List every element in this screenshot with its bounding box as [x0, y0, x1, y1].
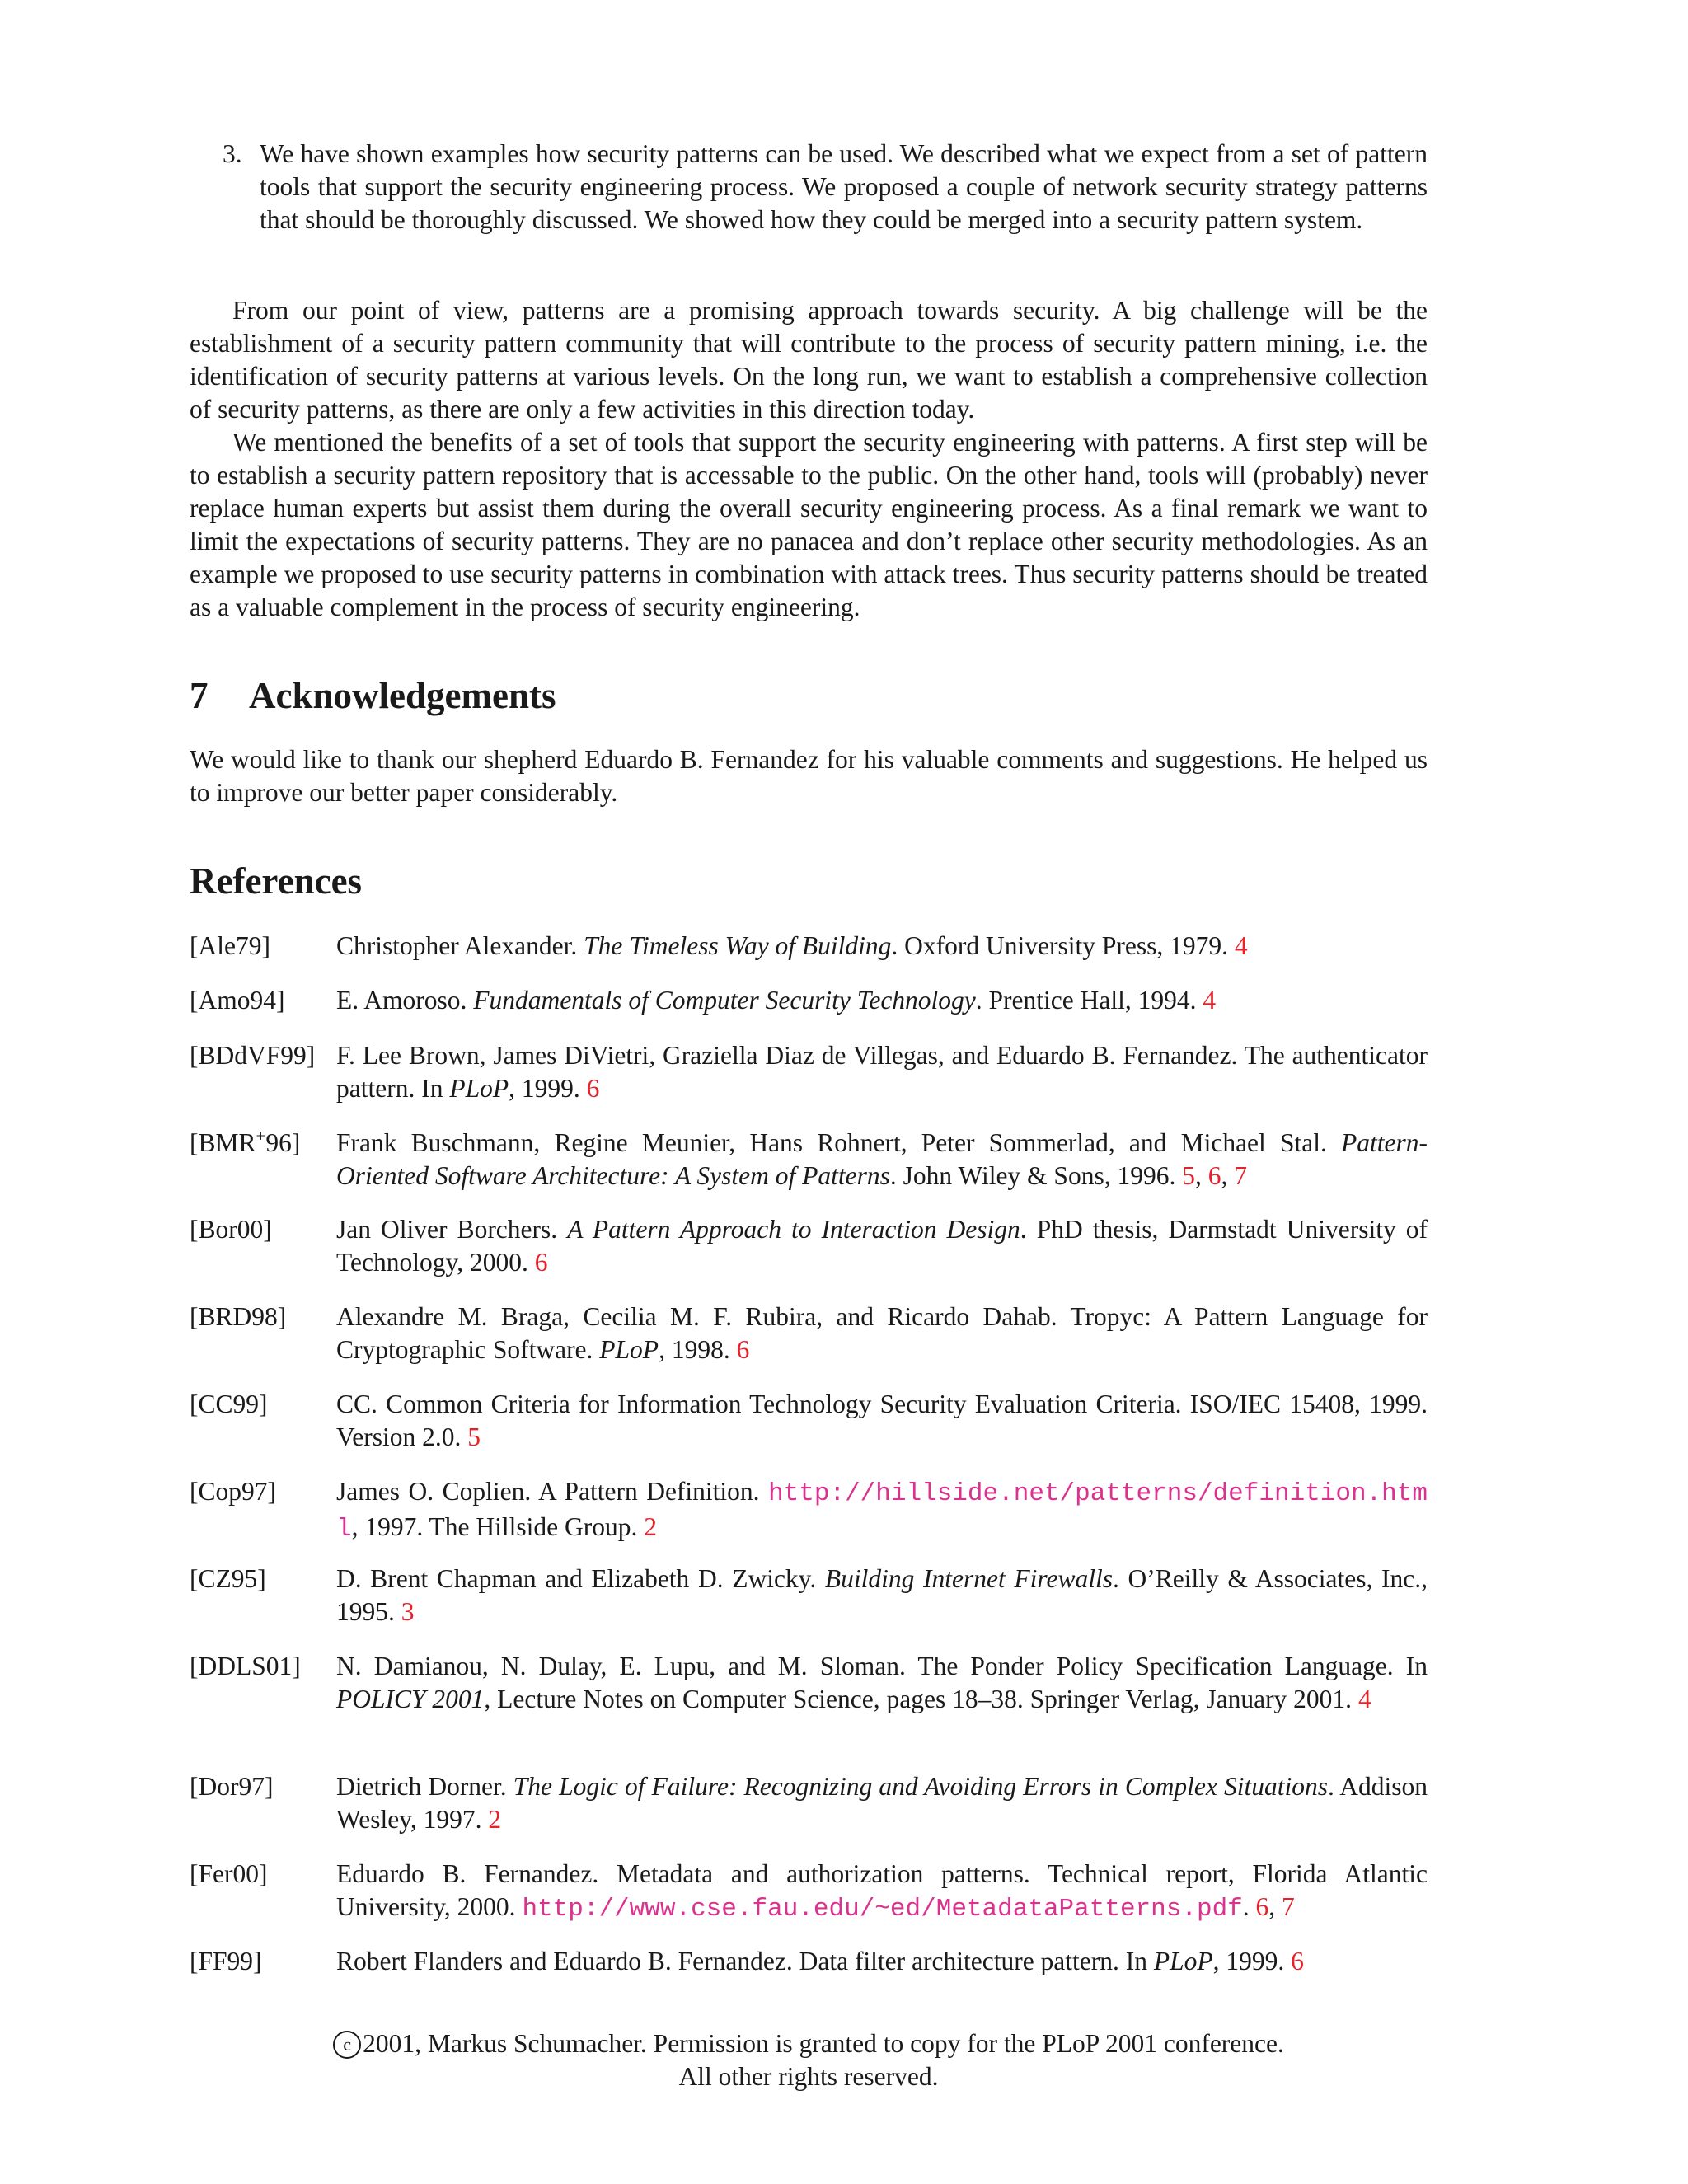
ref-key: [BMR+96]: [190, 1126, 301, 1157]
ref-key: [Amo94]: [190, 986, 285, 1015]
ref-key: [CZ95]: [190, 1564, 266, 1593]
ref-key: [BRD98]: [190, 1302, 287, 1331]
section-heading-acknowledgements: [190, 674, 556, 717]
list-number: 3.: [223, 139, 242, 168]
paragraph-2: We mentioned the benefits of a set of tools that support the security engineering with patterns. A first step will be to establish a security pattern repository that is accessable to the public. On the other hand, tools will (probably) never replace human experts but assist them during the overall security engineering process. As a final remark we want to limit the expectations of security patterns. They are no panacea and don’t replace other security methodologies. As an example we proposed to use security patterns in combination with attack trees. Thus security patterns should be treated as a valuable complement in the process of security engineering.: [190, 428, 1428, 621]
page-backref-link[interactable]: 4: [1203, 986, 1217, 1015]
page-backref-link[interactable]: 5: [467, 1422, 481, 1451]
list-item-text: We have shown examples how security patterns can be used. We described what we expect from a set of pattern tools that support the security engineering process. We proposed a couple of network security strategy patterns that should be thoroughly discussed. We showed how they could be merged into a security pattern system.: [260, 139, 1428, 234]
reference-brd98: [BRD98] Alexandre M. Braga, Cecilia M. F. Rubira, and Ricardo Dahab. Tropyc: A Pattern Language for Cryptographic Software. PLoP, 1998. 6: [190, 1302, 1428, 1364]
ref-key: [Ale79]: [190, 931, 270, 960]
page-backref-link[interactable]: 4: [1357, 1685, 1372, 1713]
ref-key: [BDdVF99]: [190, 1041, 316, 1070]
page-backref-link[interactable]: 6: [586, 1074, 600, 1103]
reference-cop97: [Cop97] James O. Coplien. A Pattern Definition. http://hillside.net/patterns/definition.html, 1997. The Hillside Group. 2: [190, 1477, 1428, 1544]
page-backref-link[interactable]: 6: [534, 1248, 548, 1277]
reference-ddls01: [DDLS01] N. Damianou, N. Dulay, E. Lupu, and M. Sloman. The Ponder Policy Specification Language. In POLICY 2001, Lecture Notes on Computer Science, pages 18–38. Springer Verlag, January 2001. 4: [190, 1652, 1428, 1713]
reference-fer00: [Fer00] Eduardo B. Fernandez. Metadata and authorization patterns. Technical report, Florida Atlantic University, 2000. http://www.cse.fau.edu/~ed/MetadataPatterns.pdf. 6, 7: [190, 1859, 1428, 1924]
section-title: Acknowledgements: [249, 675, 556, 716]
page-backref-link[interactable]: 7: [1282, 1892, 1295, 1921]
page-backref-link[interactable]: 7: [1234, 1161, 1247, 1190]
url-link[interactable]: http://www.cse.fau.edu/~ed/MetadataPatterns.pdf: [522, 1895, 1243, 1924]
reference-ale79: [Ale79] Christopher Alexander. The Timeless Way of Building. Oxford University Press, 1979. 4: [190, 930, 1428, 963]
page-backref-link[interactable]: 4: [1234, 931, 1248, 960]
copyright-icon: c: [333, 2031, 361, 2059]
reference-cz95: [CZ95] D. Brent Chapman and Elizabeth D. Zwicky. Building Internet Firewalls. O’Reilly & Associates, Inc., 1995. 3: [190, 1564, 1428, 1626]
reference-bor00: [Bor00] Jan Oliver Borchers. A Pattern Approach to Interaction Design. PhD thesis, Darmstadt University of Technology, 2000. 6: [190, 1215, 1428, 1277]
copyright-footer: [190, 2027, 1428, 2093]
acknowledgements-text: We would like to thank our shepherd Eduardo B. Fernandez for his valuable comments and suggestions. He helped us to improve our better paper considerably.: [190, 745, 1428, 807]
ref-key: [Dor97]: [190, 1772, 274, 1801]
page-backref-link[interactable]: 2: [644, 1512, 657, 1541]
footer-line-1: 2001, Markus Schumacher. Permission is granted to copy for the PLoP 2001 conference.: [363, 2029, 1284, 2058]
reference-ff99: [FF99] Robert Flanders and Eduardo B. Fernandez. Data filter architecture pattern. In PLoP, 1999. 6: [190, 1945, 1428, 1978]
references-heading: References: [190, 860, 363, 902]
page-backref-link[interactable]: 6: [1207, 1161, 1221, 1190]
ref-key: [CC99]: [190, 1390, 268, 1418]
page-backref-link[interactable]: 5: [1182, 1161, 1195, 1190]
list-item-3: [223, 138, 1428, 237]
page-backref-link[interactable]: 6: [1291, 1947, 1304, 1975]
page-backref-link[interactable]: 3: [401, 1597, 415, 1626]
ref-key: [FF99]: [190, 1947, 262, 1975]
reference-dor97: [Dor97] Dietrich Dorner. The Logic of Failure: Recognizing and Avoiding Errors in Complex Situations. Addison Wesley, 1997. 2: [190, 1772, 1428, 1834]
footer-line-2: All other rights reserved.: [678, 2062, 939, 2091]
url-link[interactable]: http://hillside.net/patterns/definition.html: [336, 1479, 1428, 1544]
page-backref-link[interactable]: 6: [736, 1335, 750, 1364]
paragraph-1: From our point of view, patterns are a promising approach towards security. A big challenge will be the establishment of a security pattern community that will contribute to the process of security pattern mining, i.e. the identification of security patterns at various levels. On the long run, we want to establish a comprehensive collection of security patterns, as there are only a few activities in this direction today.: [190, 296, 1428, 424]
section-number: 7: [190, 675, 209, 716]
reference-amo94: [Amo94] E. Amoroso. Fundamentals of Computer Security Technology. Prentice Hall, 1994. 4: [190, 984, 1428, 1017]
ref-key: [Bor00]: [190, 1215, 272, 1244]
ref-key: [DDLS01]: [190, 1652, 301, 1680]
reference-bddvf99: [BDdVF99] F. Lee Brown, James DiVietri, Graziella Diaz de Villegas, and Eduardo B. Fernandez. The authenticator pattern. In PLoP, 1999. 6: [190, 1041, 1428, 1103]
ref-key: [Cop97]: [190, 1477, 276, 1506]
reference-cc99: [CC99] CC. Common Criteria for Information Technology Security Evaluation Criteria. ISO/IEC 15408, 1999. Version 2.0. 5: [190, 1390, 1428, 1451]
reference-bmr96: [BMR+96] Frank Buschmann, Regine Meunier, Hans Rohnert, Peter Sommerlad, and Michael Stal. Pattern-Oriented Software Architecture: A System of Patterns. John Wiley & Sons, 1996. 5, 6, 7: [190, 1126, 1428, 1190]
page-backref-link[interactable]: 6: [1255, 1892, 1269, 1921]
page-backref-link[interactable]: 2: [488, 1805, 502, 1834]
ref-key: [Fer00]: [190, 1859, 268, 1888]
